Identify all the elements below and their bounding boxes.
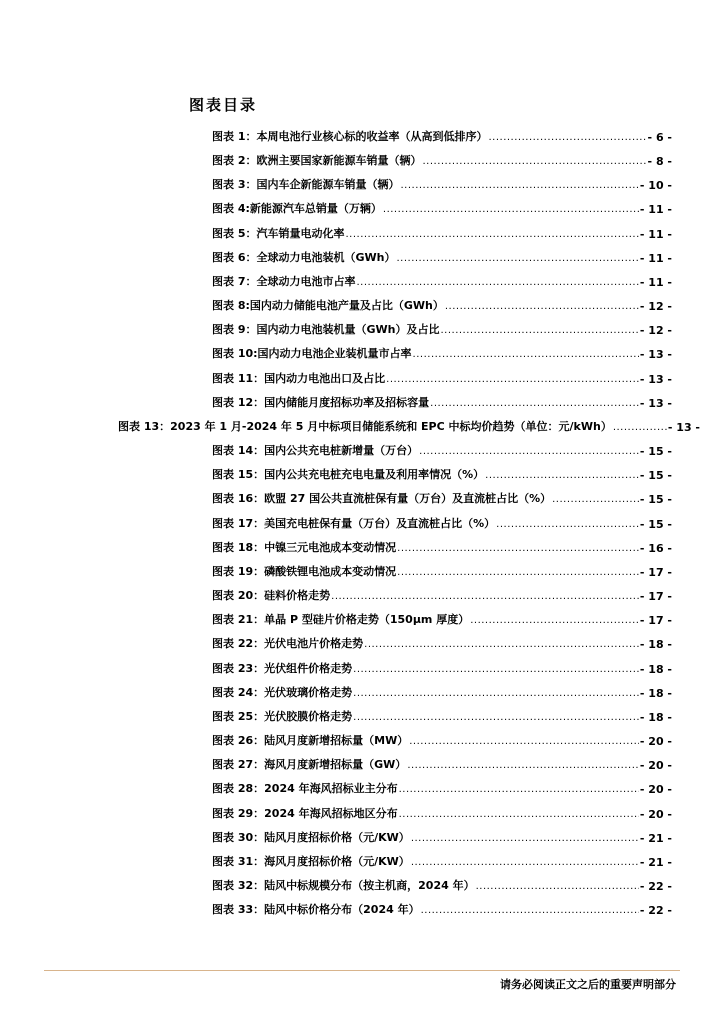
leader-dots bbox=[422, 156, 646, 168]
toc-entry[interactable] bbox=[212, 611, 672, 627]
toc-entry[interactable] bbox=[212, 660, 672, 676]
toc-entry-label: 图表 14：国内公共充电桩新增量（万台） bbox=[212, 444, 419, 457]
toc-entry-page: - 11 - bbox=[639, 203, 672, 216]
toc-entry[interactable] bbox=[212, 152, 672, 168]
toc-entry-label: 图表 2：欧洲主要国家新能源车销量（辆） bbox=[212, 154, 422, 167]
toc-entry[interactable] bbox=[212, 708, 672, 724]
toc-entry[interactable] bbox=[212, 756, 672, 772]
leader-dots bbox=[383, 204, 639, 216]
leader-dots bbox=[400, 180, 638, 192]
toc-entry[interactable] bbox=[212, 442, 672, 458]
toc-entry-label: 图表 33：陆风中标价格分布（2024 年） bbox=[212, 903, 420, 916]
toc-entry-label: 图表 17：美国充电桩保有量（万台）及直流桩占比（%） bbox=[212, 517, 496, 530]
footer-disclaimer: 请务必阅读正文之后的重要声明部分 bbox=[500, 978, 676, 991]
toc-entry-page: - 18 - bbox=[639, 711, 672, 724]
toc-entry-page: - 17 - bbox=[639, 590, 672, 603]
leader-dots bbox=[440, 325, 638, 337]
toc-entry-label: 图表 9：国内动力电池装机量（GWh）及占比 bbox=[212, 323, 440, 336]
toc-entry[interactable] bbox=[212, 635, 672, 651]
toc-entry-page: - 12 - bbox=[639, 300, 672, 313]
toc-entry-label: 图表 29：2024 年海风招标地区分布 bbox=[212, 807, 398, 820]
toc-entry-label: 图表 12：国内储能月度招标功率及招标容量 bbox=[212, 396, 430, 409]
toc-entry-page: - 6 - bbox=[647, 131, 672, 144]
toc-entry-label: 图表 10:国内动力电池企业装机量市占率 bbox=[212, 347, 412, 360]
leader-dots bbox=[552, 494, 639, 506]
leader-dots bbox=[445, 301, 639, 313]
leader-dots bbox=[421, 905, 639, 917]
toc-entry[interactable] bbox=[212, 345, 672, 361]
toc-entry-label: 图表 32：陆风中标规模分布（按主机商，2024 年） bbox=[212, 879, 475, 892]
toc-entry-label: 图表 4:新能源汽车总销量（万辆） bbox=[212, 202, 382, 215]
toc-entry[interactable] bbox=[212, 200, 672, 216]
leader-dots bbox=[411, 857, 639, 869]
toc-entry-label: 图表 24：光伏玻璃价格走势 bbox=[212, 686, 353, 699]
toc-entry-label: 图表 1：本周电池行业核心标的收益率（从高到低排序） bbox=[212, 130, 488, 143]
leader-dots bbox=[411, 833, 639, 845]
footer-divider bbox=[44, 970, 680, 971]
toc-entry-page: - 13 - bbox=[639, 397, 672, 410]
leader-dots bbox=[345, 229, 638, 241]
toc-title: 图表目录 bbox=[189, 96, 258, 114]
leader-dots bbox=[396, 253, 638, 265]
toc-entry-label: 图表 20：硅料价格走势 bbox=[212, 589, 331, 602]
toc-entry-page: - 20 - bbox=[639, 735, 672, 748]
toc-entry-page: - 17 - bbox=[639, 614, 672, 627]
toc-entry-label: 图表 28：2024 年海风招标业主分布 bbox=[212, 782, 398, 795]
leader-dots bbox=[419, 446, 639, 458]
toc-entry[interactable] bbox=[212, 829, 672, 845]
toc-entry-page: - 11 - bbox=[639, 228, 672, 241]
leader-dots bbox=[476, 881, 639, 893]
leader-dots bbox=[488, 132, 646, 144]
leader-dots bbox=[353, 664, 639, 676]
leader-dots bbox=[397, 567, 639, 579]
leader-dots bbox=[397, 543, 639, 555]
toc-entry[interactable] bbox=[212, 249, 672, 265]
toc-entry-page: - 10 - bbox=[639, 179, 672, 192]
toc-entry-label: 图表 18：中镍三元电池成本变动情况 bbox=[212, 541, 397, 554]
toc-entry-page: - 15 - bbox=[639, 518, 672, 531]
toc-entry-page: - 12 - bbox=[639, 324, 672, 337]
toc-entry-label: 图表 8:国内动力储能电池产量及占比（GWh） bbox=[212, 299, 444, 312]
toc-entry-label: 图表 5：汽车销量电动化率 bbox=[212, 227, 345, 240]
toc-entry[interactable] bbox=[212, 370, 672, 386]
toc-entry-page: - 11 - bbox=[639, 252, 672, 265]
leader-dots bbox=[356, 277, 638, 289]
leader-dots bbox=[353, 712, 639, 724]
toc-entry[interactable] bbox=[212, 563, 672, 579]
toc-entry-label: 图表 15：国内公共充电桩充电电量及利用率情况（%） bbox=[212, 468, 485, 481]
toc-entry[interactable] bbox=[118, 418, 700, 434]
leader-dots bbox=[470, 615, 639, 627]
toc-entry-label: 图表 13：2023 年 1 月-2024 年 5 月中标项目储能系统和 EPC 中标均价趋势（单位：元/kWh） bbox=[118, 420, 612, 433]
toc-entry-page: - 18 - bbox=[639, 663, 672, 676]
toc-entry-label: 图表 6：全球动力电池装机（GWh） bbox=[212, 251, 396, 264]
toc-entry[interactable] bbox=[212, 515, 672, 531]
leader-dots bbox=[353, 688, 639, 700]
leader-dots bbox=[331, 591, 639, 603]
toc-entry-page: - 17 - bbox=[639, 566, 672, 579]
toc-entry-page: - 13 - bbox=[639, 373, 672, 386]
toc-entry-page: - 8 - bbox=[647, 155, 672, 168]
leader-dots bbox=[485, 470, 639, 482]
toc-entry-page: - 13 - bbox=[639, 348, 672, 361]
toc-entry-page: - 22 - bbox=[639, 880, 672, 893]
toc-entry-label: 图表 21：单晶 P 型硅片价格走势（150μm 厚度） bbox=[212, 613, 470, 626]
toc-entry-page: - 15 - bbox=[639, 493, 672, 506]
toc-entry-page: - 13 - bbox=[667, 421, 700, 434]
toc-entry-label: 图表 31：海风月度招标价格（元/KW） bbox=[212, 855, 410, 868]
toc-entry[interactable] bbox=[212, 490, 672, 506]
toc-entry-page: - 21 - bbox=[639, 856, 672, 869]
toc-entry-page: - 21 - bbox=[639, 832, 672, 845]
toc-entry-page: - 20 - bbox=[639, 783, 672, 796]
toc-entry[interactable] bbox=[212, 273, 672, 289]
toc-entry[interactable] bbox=[212, 587, 672, 603]
toc-entry-label: 图表 16：欧盟 27 国公共直流桩保有量（万台）及直流桩占比（%） bbox=[212, 492, 552, 505]
toc-entry-page: - 18 - bbox=[639, 687, 672, 700]
toc-entry[interactable] bbox=[212, 297, 672, 313]
leader-dots bbox=[496, 519, 639, 531]
toc-entry[interactable] bbox=[212, 877, 672, 893]
leader-dots bbox=[399, 784, 639, 796]
leader-dots bbox=[364, 639, 639, 651]
toc-entry[interactable] bbox=[212, 225, 672, 241]
toc-entry-page: - 18 - bbox=[639, 638, 672, 651]
toc-entry[interactable] bbox=[212, 321, 672, 337]
toc-entry-page: - 11 - bbox=[639, 276, 672, 289]
toc-entry[interactable] bbox=[212, 780, 672, 796]
toc-entry-page: - 20 - bbox=[639, 759, 672, 772]
toc-entry[interactable] bbox=[212, 128, 672, 144]
toc-entry-label: 图表 19：磷酸铁锂电池成本变动情况 bbox=[212, 565, 397, 578]
toc-entry-label: 图表 7：全球动力电池市占率 bbox=[212, 275, 356, 288]
toc-entry-page: - 20 - bbox=[639, 808, 672, 821]
toc-entry-page: - 22 - bbox=[639, 904, 672, 917]
leader-dots bbox=[413, 349, 639, 361]
toc-entry-label: 图表 11：国内动力电池出口及占比 bbox=[212, 372, 386, 385]
toc-entry[interactable] bbox=[212, 901, 672, 917]
leader-dots bbox=[399, 809, 639, 821]
toc-entry-label: 图表 3：国内车企新能源车销量（辆） bbox=[212, 178, 400, 191]
toc-entry[interactable] bbox=[212, 853, 672, 869]
leader-dots bbox=[430, 398, 639, 410]
leader-dots bbox=[386, 374, 639, 386]
toc-entry-label: 图表 27：海风月度新增招标量（GW） bbox=[212, 758, 407, 771]
toc-entry-page: - 16 - bbox=[639, 542, 672, 555]
toc-entry[interactable] bbox=[212, 539, 672, 555]
leader-dots bbox=[613, 422, 667, 434]
toc-entry[interactable] bbox=[212, 684, 672, 700]
toc-entry-page: - 15 - bbox=[639, 445, 672, 458]
toc-entry-label: 图表 23：光伏组件价格走势 bbox=[212, 662, 353, 675]
toc-entry-label: 图表 25：光伏胶膜价格走势 bbox=[212, 710, 353, 723]
leader-dots bbox=[407, 760, 639, 772]
toc-entry-label: 图表 30：陆风月度招标价格（元/KW） bbox=[212, 831, 410, 844]
toc-entry-label: 图表 22：光伏电池片价格走势 bbox=[212, 637, 364, 650]
toc-entry-page: - 15 - bbox=[639, 469, 672, 482]
toc-entry[interactable] bbox=[212, 466, 672, 482]
toc-entry[interactable] bbox=[212, 176, 672, 192]
toc-entry[interactable] bbox=[212, 805, 672, 821]
leader-dots bbox=[409, 736, 639, 748]
toc-entry[interactable] bbox=[212, 394, 672, 410]
toc-entry-label: 图表 26：陆风月度新增招标量（MW） bbox=[212, 734, 409, 747]
toc-entry[interactable] bbox=[212, 732, 672, 748]
